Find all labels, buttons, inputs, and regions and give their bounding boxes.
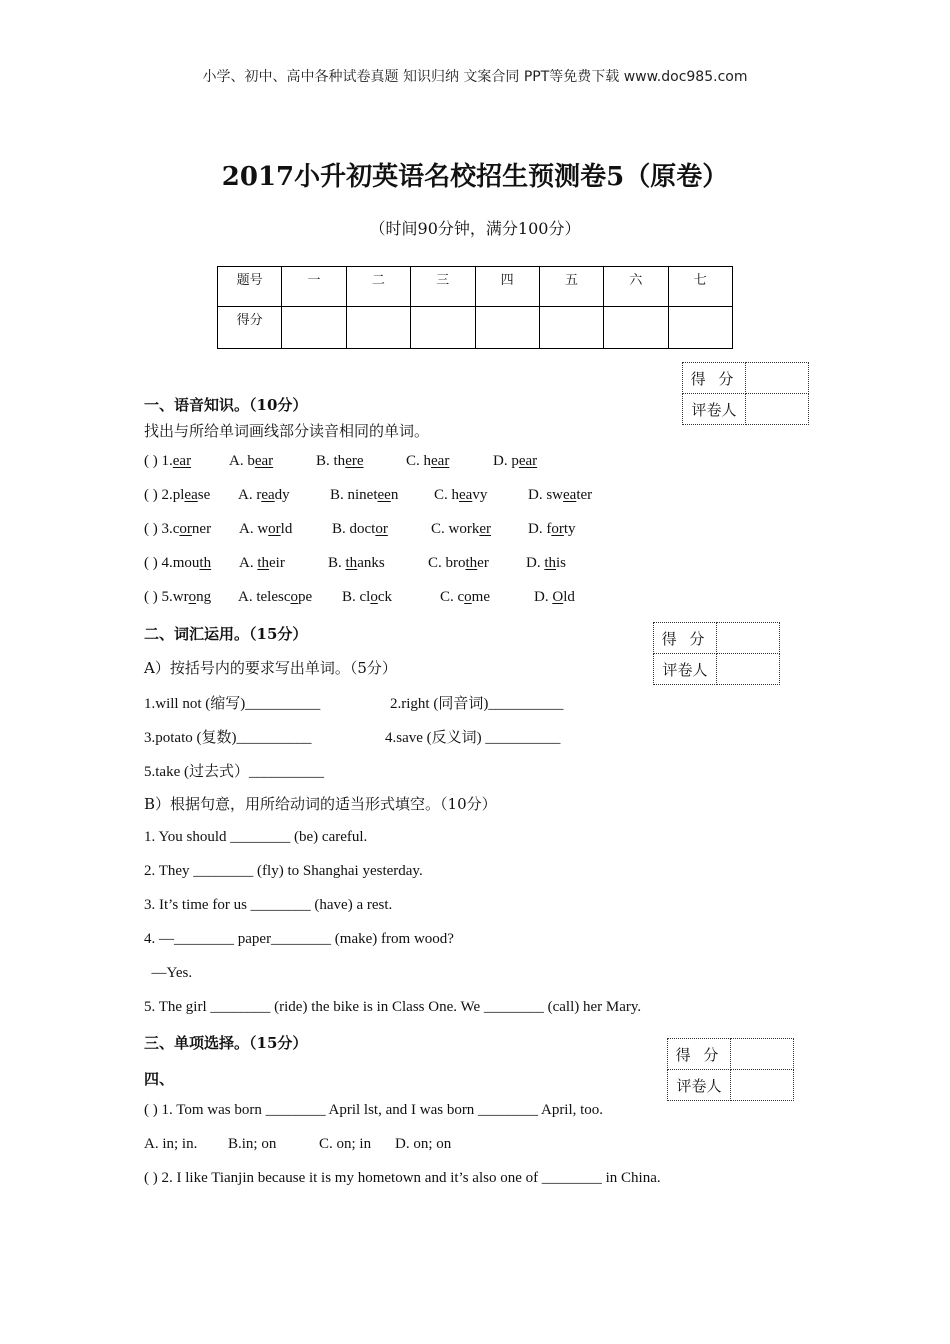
word-part: C. h [406, 453, 432, 469]
grader-score-cell[interactable] [746, 363, 809, 394]
score-header-cell: 六 [604, 267, 668, 307]
word-part: se [197, 487, 211, 503]
phonics-question [144, 487, 210, 504]
word-part: C. bro [428, 555, 466, 571]
section2-heading: 二、词汇运用。（15分） [144, 625, 308, 643]
word-part: pe [297, 589, 313, 605]
underlined-part: or [179, 521, 192, 537]
option-d [534, 589, 575, 606]
word-part: is [556, 555, 567, 571]
word-part: dy [274, 487, 290, 503]
option-d [493, 453, 537, 470]
score-header-cell: 七 [668, 267, 732, 307]
grader-name-cell[interactable] [746, 394, 809, 425]
word-part: c [172, 521, 180, 537]
underlined-part: ear [431, 453, 450, 469]
section1-heading: 一、语音知识。（10分） [144, 396, 308, 414]
word-part: B. doct [332, 521, 376, 537]
word-part: er [477, 555, 489, 571]
vocab-item: 3.potato (复数)__________ [144, 730, 312, 746]
verb-item: 2. They ________ (fly) to Shanghai yesterday. [144, 863, 423, 879]
underlined-part: ea [261, 487, 275, 503]
option-c [440, 589, 490, 606]
underlined-part: ear [254, 453, 274, 469]
option-a [238, 589, 312, 606]
question-number: ( ) 2. [144, 487, 173, 503]
option-b [342, 589, 392, 606]
score-table [217, 266, 733, 349]
option-a [239, 555, 285, 572]
verb-item: 4. —________ paper________ (make) from wood? [144, 931, 454, 947]
word-part: eir [269, 555, 285, 571]
vocab-item: 1.will not (缩写)__________ [144, 696, 321, 712]
underlined-part: th [544, 555, 557, 571]
word-part: A. telesc [238, 589, 291, 605]
underlined-part: ea [459, 487, 473, 503]
option-c [431, 521, 491, 538]
choice-question: ( ) 2. I like Tianjin because it is my hometown and it’s also one of ________ in China. [144, 1170, 661, 1186]
vocab-item: 2.right (同音词)__________ [390, 696, 564, 712]
word-part: D. [534, 589, 553, 605]
underlined-part: th [465, 555, 478, 571]
word-part: A. w [239, 521, 269, 537]
word-part: B. th [316, 453, 346, 469]
underlined-part: o [290, 589, 298, 605]
grader-score-label: 得 分 [654, 623, 717, 654]
option-c [434, 487, 487, 504]
underlined-part: th [199, 555, 212, 571]
score-cell[interactable] [282, 307, 346, 349]
option-d [526, 555, 566, 572]
word-part: B. [328, 555, 346, 571]
page-title: 2017小升初英语名校招生预测卷5（原卷） [221, 162, 729, 192]
option-b [332, 521, 388, 538]
section2-partA-instruction: A）按括号内的要求写出单词。（5分） [144, 659, 397, 677]
option-c [406, 453, 449, 470]
word-part: C. h [434, 487, 460, 503]
option-b [328, 555, 385, 572]
underlined-part: ea [184, 487, 198, 503]
verb-item: 5. The girl ________ (ride) the bike is in Class One. We ________ (call) her Mary. [144, 999, 642, 1015]
word-part: ck [377, 589, 393, 605]
word-part: A. [239, 555, 258, 571]
word-part: C. work [431, 521, 480, 537]
score-header-cell: 五 [539, 267, 603, 307]
score-row-label: 得分 [218, 307, 282, 349]
header-banner: 小学、初中、高中各种试卷真题 知识归纳 文案合同 PPT等免费下载 www.doc985.com [202, 69, 748, 85]
underlined-part: ear [172, 453, 192, 469]
grader-score-cell[interactable] [731, 1039, 794, 1070]
score-header-cell: 三 [411, 267, 475, 307]
word-part: ld [280, 521, 293, 537]
verb-item: 3. It’s time for us ________ (have) a rest. [144, 897, 393, 913]
phonics-question [144, 521, 211, 538]
phonics-question [144, 589, 211, 606]
grader-name-cell[interactable] [717, 654, 780, 685]
word-part: anks [357, 555, 385, 571]
underlined-part: ear [518, 453, 538, 469]
choice-option: B.in; on [228, 1136, 277, 1152]
grader-score-label: 得 分 [668, 1039, 731, 1070]
word-part: ng [196, 589, 212, 605]
underlined-part: or [268, 521, 281, 537]
underlined-part: o [464, 589, 472, 605]
word-part: D. [526, 555, 545, 571]
grader-box-1 [682, 362, 809, 425]
verb-item: 1. You should ________ (be) careful. [144, 829, 368, 845]
word-part: D. sw [528, 487, 564, 503]
underlined-part: o [188, 589, 197, 605]
word-part: B. cl [342, 589, 371, 605]
underlined-part: ea [563, 487, 577, 503]
score-header-cell: 一 [282, 267, 346, 307]
word-part: D. p [493, 453, 519, 469]
choice-option: C. on; in [319, 1136, 372, 1152]
score-header-cell: 四 [475, 267, 539, 307]
question-number: ( ) 1. [144, 453, 173, 469]
score-cell[interactable] [604, 307, 668, 349]
grader-name-cell[interactable] [731, 1070, 794, 1101]
section3-heading: 三、单项选择。（15分） [144, 1034, 308, 1052]
grader-box-3 [667, 1038, 794, 1101]
section2-partB-instruction: B）根据句意，用所给动词的适当形式填空。（10分） [144, 795, 497, 813]
word-part: pl [172, 487, 185, 503]
word-part: ner [191, 521, 212, 537]
option-c [428, 555, 489, 572]
word-part: B. ninet [330, 487, 378, 503]
word-part: D. f [528, 521, 552, 537]
question-number: ( ) 5. [144, 589, 173, 605]
word-part: mou [172, 555, 200, 571]
grader-name-label: 评卷人 [683, 394, 746, 425]
word-part: A. r [238, 487, 262, 503]
choice-option: D. on; on [395, 1136, 452, 1152]
vocab-item: 4.save (反义词) __________ [385, 730, 561, 746]
underlined-part: o [370, 589, 378, 605]
verb-item-answer: —Yes. [144, 965, 193, 981]
underlined-part: or [551, 521, 564, 537]
word-part: vy [472, 487, 488, 503]
grader-name-label: 评卷人 [654, 654, 717, 685]
grader-score-cell[interactable] [717, 623, 780, 654]
option-a [239, 521, 292, 538]
option-d [528, 521, 576, 538]
question-number: ( ) 4. [144, 555, 173, 571]
word-part: n [390, 487, 399, 503]
score-cell[interactable] [475, 307, 539, 349]
word-part: me [471, 589, 490, 605]
section4-heading: 四、 [144, 1070, 175, 1088]
underlined-part: or [375, 521, 388, 537]
score-cell[interactable] [346, 307, 410, 349]
question-number: ( ) 3. [144, 521, 173, 537]
word-part: ter [576, 487, 593, 503]
grader-name-label: 评卷人 [668, 1070, 731, 1101]
score-header-cell: 题号 [218, 267, 282, 307]
subtitle: （时间90分钟，满分100分） [369, 219, 581, 238]
option-d [528, 487, 592, 504]
choice-question: ( ) 1. Tom was born ________ April lst, and I was born ________ April, too. [144, 1102, 604, 1118]
choice-option: A. in; in. [144, 1136, 198, 1152]
vocab-item: 5.take (过去式）__________ [144, 764, 324, 780]
score-cell[interactable] [668, 307, 732, 349]
grader-score-label: 得 分 [683, 363, 746, 394]
underlined-part: th [345, 555, 358, 571]
underlined-part: er [479, 521, 491, 537]
option-b [316, 453, 364, 470]
underlined-part: ere [345, 453, 364, 469]
option-a [238, 487, 290, 504]
underlined-part: ee [377, 487, 391, 503]
underlined-part: th [257, 555, 270, 571]
score-cell[interactable] [411, 307, 475, 349]
underlined-part: O [552, 589, 564, 605]
word-part: A. b [229, 453, 255, 469]
phonics-question [144, 555, 211, 572]
word-part: ld [563, 589, 575, 605]
section1-instruction: 找出与所给单词画线部分读音相同的单词。 [144, 422, 430, 440]
score-cell[interactable] [539, 307, 603, 349]
word-part: wr [172, 589, 189, 605]
phonics-question [144, 453, 191, 470]
score-header-cell: 二 [346, 267, 410, 307]
option-b [330, 487, 398, 504]
word-part: C. c [440, 589, 465, 605]
option-a [229, 453, 273, 470]
grader-box-2 [653, 622, 780, 685]
word-part: ty [563, 521, 576, 537]
